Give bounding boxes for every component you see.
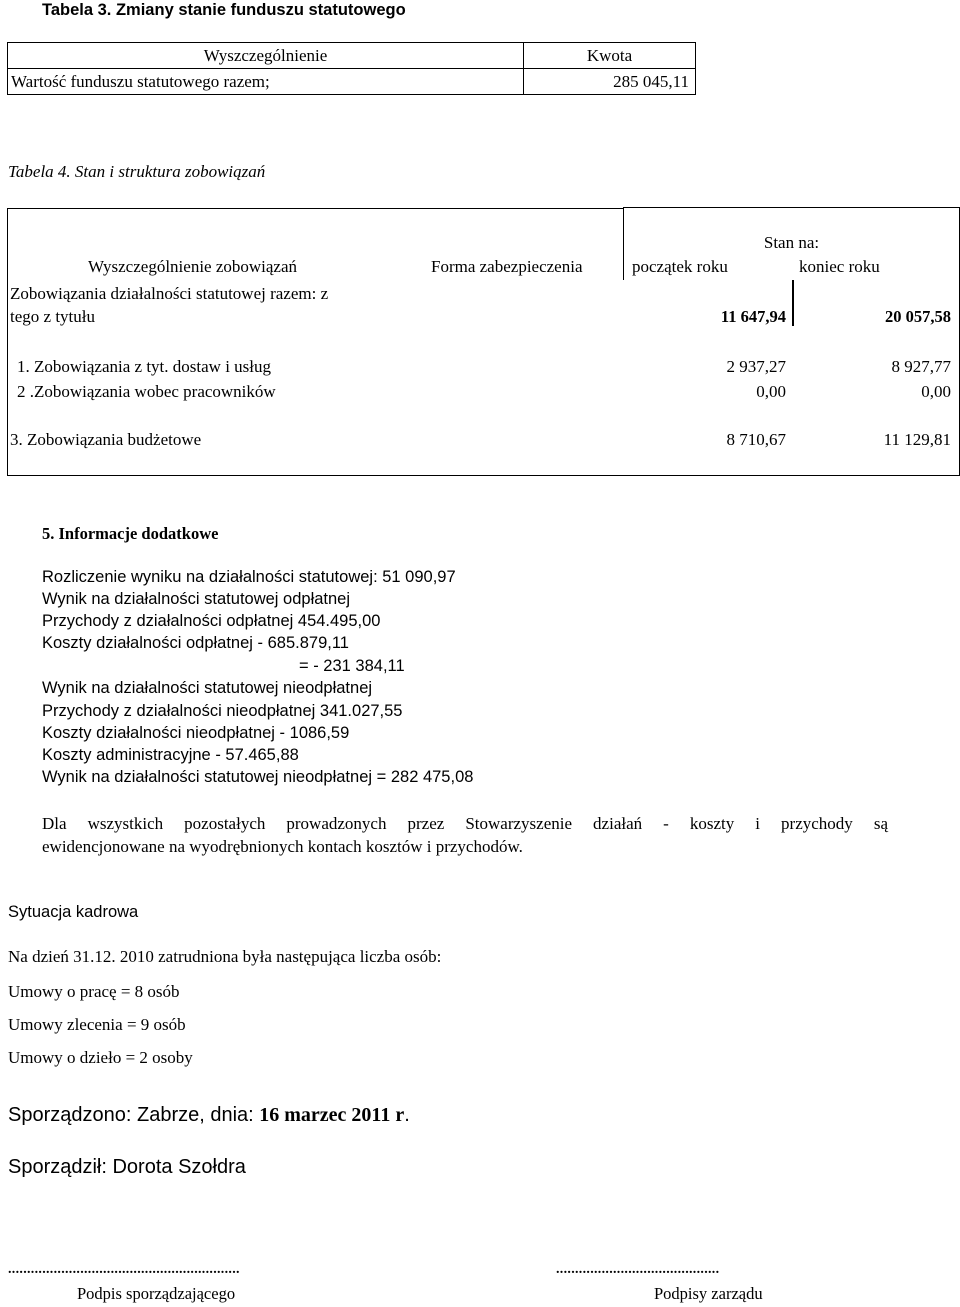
- table3-caption: Tabela 3. Zmiany stanie funduszu statutowego: [42, 1, 406, 19]
- section5-line: Koszty działalności nieodpłatnej - 1086,59: [42, 724, 350, 742]
- table3-header-amount: Kwota: [586, 46, 633, 65]
- signature-dots-right: ...........................................: [556, 1262, 720, 1277]
- table4-total-end: 20 057,58: [885, 307, 951, 326]
- section5-line: Rozliczenie wyniku na działalności statutowej: 51 090,97: [42, 568, 456, 586]
- table4-header-end: koniec roku: [799, 257, 880, 276]
- table3-header-description: Wyszczególnienie: [203, 46, 328, 65]
- signature-label-board: Podpisy zarządu: [654, 1284, 763, 1303]
- table4-total-label-line1: Zobowiązania działalności statutowej razem: z: [10, 284, 329, 303]
- table4-header-stan-na: Stan na:: [763, 233, 820, 252]
- section5-line: Koszty działalności odpłatnej - 685.879,11: [42, 634, 349, 652]
- table4-row-start: 8 710,67: [726, 430, 786, 449]
- staff-item: Umowy o dzieło = 2 osoby: [8, 1048, 193, 1067]
- section5-line: Koszty administracyjne - 57.465,88: [42, 746, 299, 764]
- signature-dots-left: .............................................................: [8, 1262, 240, 1277]
- table4-row-end: 11 129,81: [883, 430, 951, 449]
- staff-intro: Na dzień 31.12. 2010 zatrudniona była następująca liczba osób:: [8, 947, 442, 966]
- table4-row-label: 2 .Zobowiązania wobec pracowników: [17, 382, 276, 401]
- table4-row-start: 0,00: [756, 382, 786, 401]
- staff-item: Umowy zlecenia = 9 osób: [8, 1015, 186, 1034]
- table4-row-label: 1. Zobowiązania z tyt. dostaw i usług: [17, 357, 272, 376]
- table4-header-description: Wyszczególnienie zobowiązań: [88, 257, 298, 276]
- prepared-prefix: Sporządzono: Zabrze, dnia:: [8, 1104, 260, 1126]
- table4-total-start: 11 647,94: [720, 307, 786, 326]
- signature-label-preparer: Podpis sporządzającego: [77, 1284, 236, 1303]
- table4-caption: Tabela 4. Stan i struktura zobowiązań: [8, 162, 266, 181]
- section5-line: Wynik na działalności statutowej nieodpłatnej = 282 475,08: [42, 768, 474, 786]
- table3-row-label: Wartość funduszu statutowego razem;: [11, 72, 270, 91]
- prepared-suffix: .: [404, 1104, 410, 1126]
- section5-line: Przychody z działalności odpłatnej 454.495,00: [42, 612, 381, 630]
- table4-total-label-line2: tego z tytułu: [10, 307, 95, 326]
- prepared-by: Sporządził: Dorota Szołdra: [8, 1156, 246, 1178]
- table4-row-end: 0,00: [921, 382, 951, 401]
- staff-heading: Sytuacja kadrowa: [8, 903, 139, 921]
- table4-header-start: początek roku: [632, 257, 728, 276]
- section5-line: Wynik na działalności statutowej nieodpłatnej: [42, 679, 373, 697]
- staff-item: Umowy o pracę = 8 osób: [8, 982, 180, 1001]
- prepared-date: 16 marzec 2011 r: [259, 1104, 405, 1126]
- section5-paragraph-line2: ewidencjonowane na wyodrębnionych kontach kosztów i przychodów.: [42, 837, 523, 856]
- section5-line: Wynik na działalności statutowej odpłatnej: [42, 590, 351, 608]
- section5-paragraph-line1: Dla wszystkich pozostałych prowadzonych przez Stowarzyszenie działań - koszty i przychody są: [42, 814, 888, 833]
- table4-row-start: 2 937,27: [726, 357, 786, 376]
- prepared-line: [8, 1104, 410, 1127]
- table4-row-label: 3. Zobowiązania budżetowe: [10, 430, 202, 449]
- section5-line: = - 231 384,11: [299, 657, 405, 675]
- section5-line: Przychody z działalności nieodpłatnej 341.027,55: [42, 702, 403, 720]
- table4-row-end: 8 927,77: [891, 357, 951, 376]
- section5-heading: 5. Informacje dodatkowe: [42, 524, 219, 543]
- table3-row-value: 285 045,11: [613, 72, 689, 91]
- table4-header-security: Forma zabezpieczenia: [431, 257, 583, 276]
